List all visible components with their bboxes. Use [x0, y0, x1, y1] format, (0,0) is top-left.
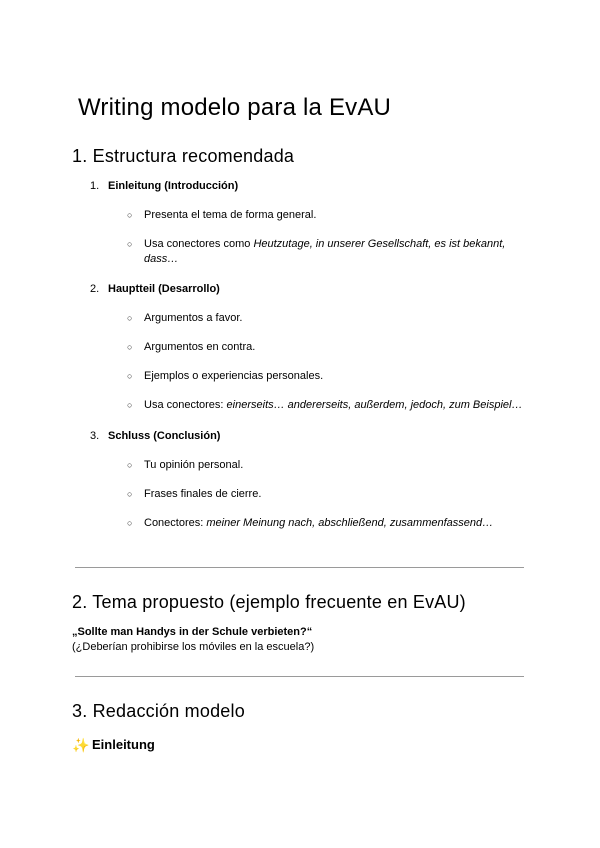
item-heading-hauptteil: Hauptteil (Desarrollo)	[108, 283, 220, 295]
list-item: Argumentos a favor.	[144, 312, 243, 324]
subheading-einleitung: Einleitung	[92, 737, 155, 752]
list-item: Tu opinión personal.	[144, 459, 244, 471]
list-item-text: Usa conectores:	[144, 399, 227, 411]
bullet-icon: ○	[127, 400, 133, 410]
list-item-connectors: Heutzutage, in unserer Gesellschaft, es ist bekannt, dass…	[144, 238, 506, 265]
list-number: 3.	[90, 430, 100, 442]
list-item: Presenta el tema de forma general.	[144, 209, 317, 221]
bullet-icon: ○	[127, 239, 133, 249]
list-item	[144, 398, 564, 413]
bullet-icon: ○	[127, 518, 133, 528]
section-heading-topic: 2. Tema propuesto (ejemplo frecuente en EvAU)	[72, 592, 466, 612]
bullet-icon: ○	[127, 371, 133, 381]
divider	[75, 567, 524, 568]
list-item: Argumentos en contra.	[144, 341, 256, 353]
bullet-icon: ○	[127, 460, 133, 470]
page-title: Writing modelo para la EvAU	[78, 94, 392, 121]
sparkles-icon: ✨	[72, 737, 90, 753]
list-item: Ejemplos o experiencias personales.	[144, 370, 324, 382]
list-item-text: Usa conectores como	[144, 238, 254, 250]
list-item: Frases finales de cierre.	[144, 488, 262, 500]
bullet-icon: ○	[127, 210, 133, 220]
bullet-icon: ○	[127, 489, 133, 499]
item-heading-einleitung: Einleitung (Introducción)	[108, 180, 239, 192]
topic-translation: (¿Deberían prohibirse los móviles en la escuela?)	[72, 641, 315, 653]
section-heading-structure: 1. Estructura recomendada	[72, 146, 295, 166]
list-item	[144, 516, 524, 531]
divider	[75, 676, 524, 677]
item-heading-schluss: Schluss (Conclusión)	[108, 430, 221, 442]
bullet-icon: ○	[127, 342, 133, 352]
bullet-icon: ○	[127, 313, 133, 323]
list-item-connectors: einerseits… andererseits, außerdem, jedoch, zum Beispiel…	[226, 399, 523, 411]
list-item-connectors: meiner Meinung nach, abschließend, zusammenfassend…	[206, 517, 494, 529]
list-number: 2.	[90, 283, 100, 295]
topic-question: „Sollte man Handys in der Schule verbieten?“	[72, 626, 313, 638]
list-item	[144, 237, 524, 267]
list-item-text: Conectores:	[144, 517, 207, 529]
list-number: 1.	[90, 180, 100, 192]
section-heading-model: 3. Redacción modelo	[72, 701, 245, 721]
